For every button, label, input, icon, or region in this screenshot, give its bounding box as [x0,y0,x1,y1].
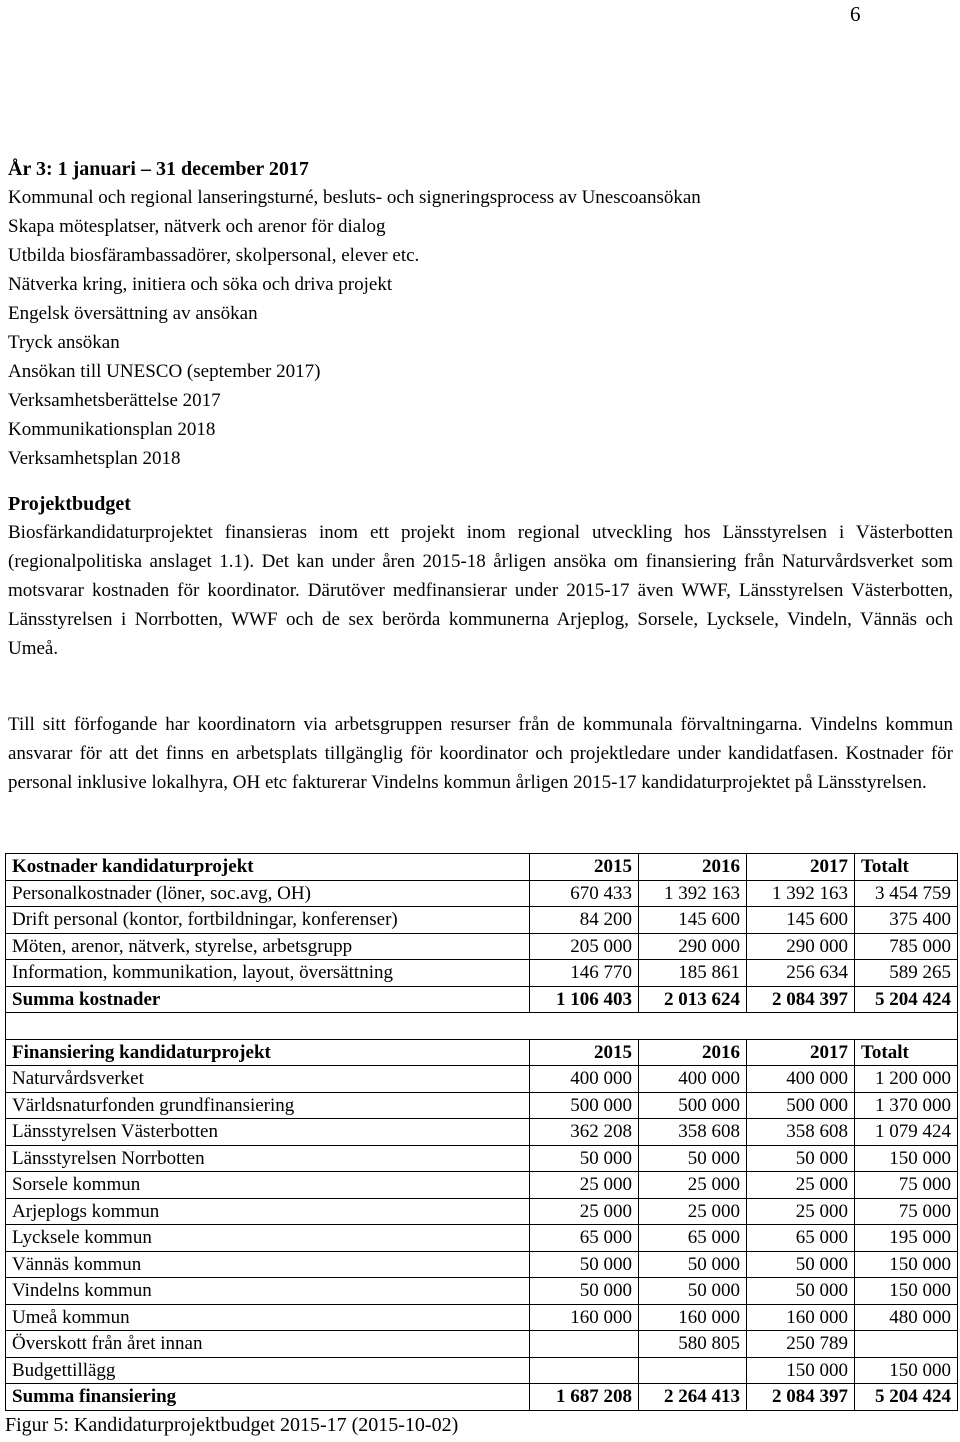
table-cell: 195 000 [855,1225,958,1252]
table-cell: 290 000 [639,933,747,960]
table-cell: 1 200 000 [855,1066,958,1093]
table-cell: 150 000 [855,1145,958,1172]
table-cell: 1 392 163 [747,880,855,907]
table-cell: 362 208 [530,1119,639,1146]
table-cell: 145 600 [639,907,747,934]
table-cell: 75 000 [855,1198,958,1225]
table-cell: 50 000 [747,1251,855,1278]
table-cell: 50 000 [639,1251,747,1278]
table-row [6,1357,958,1384]
table-cell: 2 013 624 [639,986,747,1013]
table-cell [530,1357,639,1384]
table-cell: 150 000 [855,1278,958,1305]
budget-paragraph-1: Biosfärkandidaturprojektet finansieras inom ett projekt inom regional utveckling hos Länsstyrelsen i Västerbotten (regionalpolitiska anslaget 1.1). Det kan under åren 2015-18 årligen ansöka om finansiering från Naturvårdsverket som motsvarar kostnaden för koordinator. Därutöver medfinansierar under 2015-17 även WWF, Länsstyrelsen Västerbotten, Länsstyrelsen i Norrbotten, WWF och de sex berörda kommunerna Arjeplog, Sorsele, Lycksele, Vindeln, Vännäs och Umeå. [8,522,953,659]
table-row [6,1251,958,1278]
activity-item: Kommunal och regional lanseringsturné, besluts- och signeringsprocess av Unescoansökan [8,187,701,208]
table-cell: 50 000 [747,1278,855,1305]
table-cell: Personalkostnader (löner, soc.avg, OH) [6,880,530,907]
table-cell: 785 000 [855,933,958,960]
table-row [6,1225,958,1252]
table-cell: 2015 [530,854,639,881]
table-cell: Summa finansiering [6,1384,530,1411]
table-cell: Vindelns kommun [6,1278,530,1305]
table-row [6,1278,958,1305]
table-cell: 50 000 [639,1145,747,1172]
table-cell: 65 000 [747,1225,855,1252]
table-cell: 290 000 [747,933,855,960]
table-cell: 2016 [639,854,747,881]
table-cell: 589 265 [855,960,958,987]
table-cell: Totalt [855,854,958,881]
table-cell: Drift personal (kontor, fortbildningar, konferenser) [6,907,530,934]
table-cell: 150 000 [747,1357,855,1384]
table-cell: 50 000 [530,1278,639,1305]
activity-item: Skapa mötesplatser, nätverk och arenor för dialog [8,216,386,237]
table-cell: 150 000 [855,1357,958,1384]
table-cell [855,1331,958,1358]
table-cell: Budgettillägg [6,1357,530,1384]
table-cell: 160 000 [530,1304,639,1331]
activity-item: Engelsk översättning av ansökan [8,303,258,324]
table-cell: 205 000 [530,933,639,960]
table-row [6,960,958,987]
activity-item: Verksamhetsberättelse 2017 [8,390,221,411]
year3-activity-list [8,183,953,473]
table-cell: 2 084 397 [747,1384,855,1411]
table-cell: 2 264 413 [639,1384,747,1411]
table-row [6,1066,958,1093]
table-cell: Information, kommunikation, layout, översättning [6,960,530,987]
spacer-cell [6,1013,958,1040]
table-cell: 580 805 [639,1331,747,1358]
table-cell: 25 000 [747,1172,855,1199]
table-cell: 150 000 [855,1251,958,1278]
table-cell: 1 392 163 [639,880,747,907]
table-cell: Naturvårdsverket [6,1066,530,1093]
table-cell: Världsnaturfonden grundfinansiering [6,1092,530,1119]
table-cell: 84 200 [530,907,639,934]
table-cell: 1 370 000 [855,1092,958,1119]
activity-item: Nätverka kring, initiera och söka och driva projekt [8,274,393,295]
table-cell: 670 433 [530,880,639,907]
table-cell: 250 789 [747,1331,855,1358]
table-cell: Arjeplogs kommun [6,1198,530,1225]
table-cell: 5 204 424 [855,986,958,1013]
table-cell: 500 000 [747,1092,855,1119]
table-cell: 25 000 [530,1172,639,1199]
activity-item: Tryck ansökan [8,332,120,353]
table-cell: 146 770 [530,960,639,987]
table-cell: Möten, arenor, nätverk, styrelse, arbetsgrupp [6,933,530,960]
table-cell: 480 000 [855,1304,958,1331]
table-row [6,1119,958,1146]
year3-heading: År 3: 1 januari – 31 december 2017 [8,158,309,180]
table-cell: 25 000 [530,1198,639,1225]
table-cell: Totalt [855,1039,958,1066]
table-row [6,1304,958,1331]
spacer-row [6,1013,958,1040]
table-cell: 65 000 [530,1225,639,1252]
table-row [6,933,958,960]
table-cell: Länsstyrelsen Norrbotten [6,1145,530,1172]
financing-header-row [6,1039,958,1066]
table-cell: 65 000 [639,1225,747,1252]
table-cell: 256 634 [747,960,855,987]
table-row [6,1198,958,1225]
table-cell: Kostnader kandidaturprojekt [6,854,530,881]
table-cell: 5 204 424 [855,1384,958,1411]
table-cell [639,1357,747,1384]
activity-item: Verksamhetsplan 2018 [8,448,181,469]
table-cell: 145 600 [747,907,855,934]
table-cell: 1 687 208 [530,1384,639,1411]
financing-total-row [6,1384,958,1411]
table-cell: 50 000 [530,1251,639,1278]
table-cell [530,1331,639,1358]
table-cell: 1 079 424 [855,1119,958,1146]
table-cell: 25 000 [747,1198,855,1225]
table-cell: 3 454 759 [855,880,958,907]
table-cell: 50 000 [530,1145,639,1172]
page-number: 6 [850,2,861,26]
table-row [6,1145,958,1172]
table-cell: 500 000 [639,1092,747,1119]
table-cell: Överskott från året innan [6,1331,530,1358]
table-cell: 50 000 [639,1278,747,1305]
table-cell: 25 000 [639,1198,747,1225]
costs-total-row [6,986,958,1013]
table-cell: Lycksele kommun [6,1225,530,1252]
table-cell: Sorsele kommun [6,1172,530,1199]
table-cell: 2015 [530,1039,639,1066]
table-cell: 400 000 [530,1066,639,1093]
table-cell: Umeå kommun [6,1304,530,1331]
table-row [6,1092,958,1119]
table-cell: 2 084 397 [747,986,855,1013]
table-row [6,907,958,934]
table-cell: 2016 [639,1039,747,1066]
table-cell: Finansiering kandidaturprojekt [6,1039,530,1066]
table-cell: 160 000 [639,1304,747,1331]
budget-heading: Projektbudget [8,493,131,515]
table-cell: 50 000 [747,1145,855,1172]
table-cell: 358 608 [639,1119,747,1146]
table-cell: 500 000 [530,1092,639,1119]
table-cell: 1 106 403 [530,986,639,1013]
table-cell: 375 400 [855,907,958,934]
table-cell: 160 000 [747,1304,855,1331]
table-cell: 25 000 [639,1172,747,1199]
activity-item: Kommunikationsplan 2018 [8,419,216,440]
table-cell: 75 000 [855,1172,958,1199]
figure-caption: Figur 5: Kandidaturprojektbudget 2015-17 (2015-10-02) [5,1414,459,1436]
budget-paragraph-2: Till sitt förfogande har koordinatorn via arbetsgruppen resurser från de kommunala förvaltningarna. Vindelns kommun ansvarar för att det finns en arbetsplats tillgänglig för koordinator och projektledare under kandidatfasen. Kostnader för personal inklusive lokalhyra, OH etc fakturerar Vindelns kommun årligen 2015-17 kandidaturprojektet på Länsstyrelsen. [8,714,953,793]
activity-item: Ansökan till UNESCO (september 2017) [8,361,321,382]
table-cell: Länsstyrelsen Västerbotten [6,1119,530,1146]
table-cell: 2017 [747,1039,855,1066]
table-cell: Vännäs kommun [6,1251,530,1278]
table-row [6,1172,958,1199]
table-cell: 185 861 [639,960,747,987]
budget-table [5,853,958,1411]
table-cell: 400 000 [639,1066,747,1093]
activity-item: Utbilda biosfärambassadörer, skolpersonal, elever etc. [8,245,420,266]
table-cell: 2017 [747,854,855,881]
table-row [6,880,958,907]
table-cell: 400 000 [747,1066,855,1093]
table-cell: 358 608 [747,1119,855,1146]
table-row [6,1331,958,1358]
table-cell: Summa kostnader [6,986,530,1013]
costs-header-row [6,854,958,881]
